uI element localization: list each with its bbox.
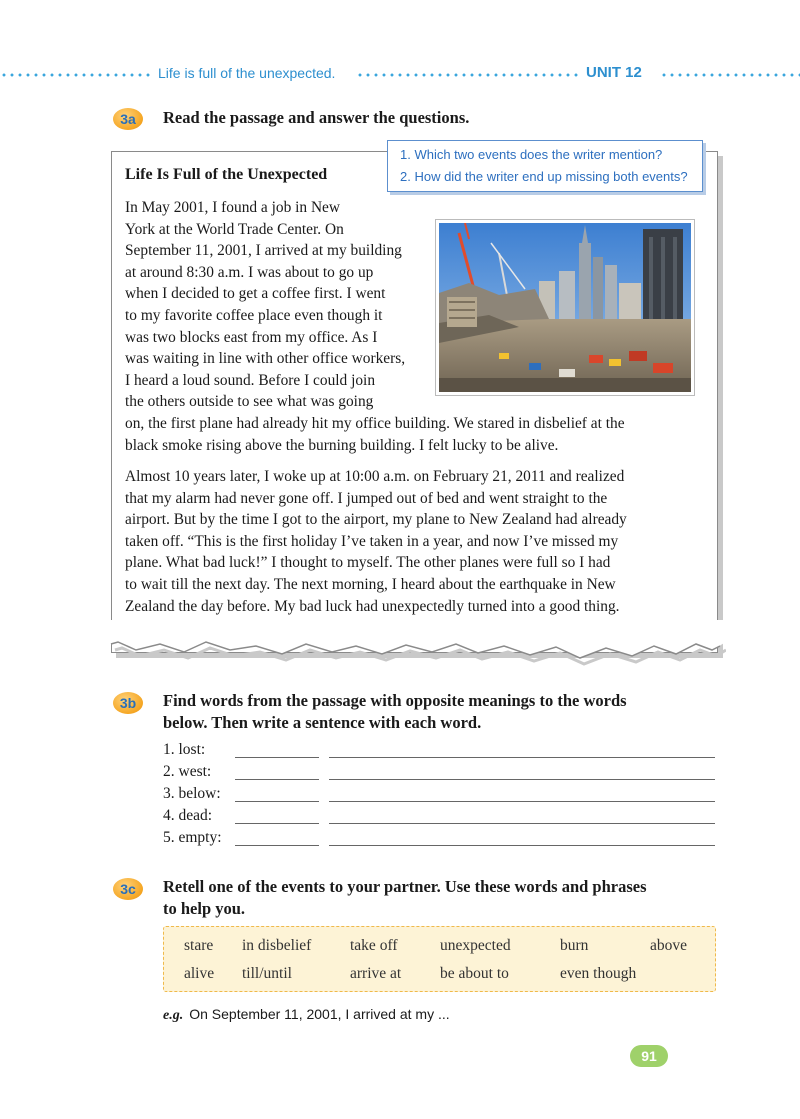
- answer-sentence-blank[interactable]: [329, 823, 715, 824]
- paragraph1-line: was two blocks east from my office. As I: [125, 328, 378, 346]
- example-sentence: [163, 1006, 450, 1024]
- paragraph1-line: black smoke rising above the burning building. I felt lucky to be alive.: [125, 436, 559, 454]
- header-dots-middle: [356, 73, 580, 77]
- exercise-row: [163, 807, 723, 829]
- paragraph1-line: York at the World Trade Center. On: [125, 220, 344, 238]
- word-bank-item: burn: [560, 937, 589, 954]
- answer-word-blank[interactable]: [235, 779, 319, 780]
- section-3c-instruction-line: Retell one of the events to your partner. Use these words and phrases: [163, 877, 647, 896]
- paragraph2-line: taken off. “This is the first holiday I’ve taken in a year, and now I’ve missed my: [125, 532, 619, 550]
- paragraph2-line: airport. But by the time I got to the airport, my plane to New Zealand had already: [125, 511, 627, 529]
- section-3c-badge: 3c: [113, 878, 143, 900]
- chapter-title: Life is full of the unexpected.: [158, 65, 336, 81]
- paragraph1-line: to my favorite coffee place even though it: [125, 307, 383, 324]
- paragraph1-line: In May 2001, I found a job in New: [125, 199, 341, 216]
- header-dots-left: [0, 73, 152, 77]
- paragraph1-line: at around 8:30 a.m. I was about to go up: [125, 263, 374, 281]
- unit-label: UNIT 12: [586, 64, 642, 81]
- word-bank-item: be about to: [440, 965, 509, 982]
- section-3b-instruction-line: Find words from the passage with opposite meanings to the words: [163, 691, 627, 710]
- section-3a-badge: 3a: [113, 108, 143, 130]
- world-trade-center-site-photo: [436, 220, 694, 395]
- question-1: 1. Which two events does the writer mention?: [400, 147, 663, 162]
- answer-sentence-blank[interactable]: [329, 779, 715, 780]
- answer-word-blank[interactable]: [235, 845, 319, 846]
- exercise-word: 4. dead:: [163, 807, 213, 824]
- paragraph1-line: on, the first plane had already hit my office building. We stared in disbelief at the: [125, 415, 625, 432]
- paragraph2-line: to wait till the next day. The next morning, I heard about the earthquake in New: [125, 576, 616, 593]
- paragraph2-line: Zealand the day before. My bad luck had unexpectedly turned into a good thing.: [125, 597, 620, 615]
- exercise-word: 1. lost:: [163, 741, 206, 758]
- word-bank-item: above: [650, 937, 688, 954]
- questions-box: [387, 140, 703, 192]
- answer-sentence-blank[interactable]: [329, 801, 715, 802]
- paragraph2-line: Almost 10 years later, I woke up at 10:00 a.m. on February 21, 2011 and realized: [125, 468, 625, 485]
- answer-word-blank[interactable]: [235, 757, 319, 758]
- answer-sentence-blank[interactable]: [329, 845, 715, 846]
- page-number: 91: [630, 1045, 668, 1067]
- word-bank-item: stare: [184, 937, 214, 954]
- exercise-row: [163, 785, 723, 807]
- word-bank-item: arrive at: [350, 965, 402, 982]
- paragraph1-line: was waiting in line with other office workers,: [125, 350, 406, 368]
- header-dots-right: [660, 73, 800, 77]
- example-label: e.g.: [163, 1008, 184, 1023]
- word-bank-item: alive: [184, 965, 215, 982]
- answer-sentence-blank[interactable]: [329, 757, 715, 758]
- word-bank-item: in disbelief: [242, 937, 312, 954]
- page-header: [0, 64, 800, 86]
- paragraph2-line: that my alarm had never gone off. I jumped out of bed and went straight to the: [125, 489, 608, 507]
- exercise-word: 2. west:: [163, 763, 212, 780]
- paragraph1-line: I heard a loud sound. Before I could join: [125, 371, 376, 389]
- exercise-word: 3. below:: [163, 785, 221, 802]
- paragraph2-line: plane. What bad luck!” I thought to myself. The other planes were full so I had: [125, 554, 611, 572]
- section-3b-instruction-line: below. Then write a sentence with each word.: [163, 713, 482, 732]
- exercise-word: 5. empty:: [163, 829, 222, 846]
- section-3c-instruction-line: to help you.: [163, 899, 246, 918]
- exercise-row: [163, 829, 723, 851]
- torn-paper-edge: [106, 620, 726, 668]
- paragraph1-line: when I decided to get a coffee first. I went: [125, 285, 386, 303]
- word-bank-item: unexpected: [440, 937, 511, 954]
- word-bank-box: [163, 926, 716, 992]
- example-text: On September 11, 2001, I arrived at my ...: [189, 1006, 450, 1022]
- paragraph1-line: the others outside to see what was going: [125, 393, 374, 411]
- word-bank-item: take off: [350, 937, 398, 954]
- exercise-row: [163, 763, 723, 785]
- question-2: 2. How did the writer end up missing both events?: [400, 169, 688, 184]
- section-3a-instruction: Read the passage and answer the questions.: [163, 108, 470, 127]
- paragraph1-line: September 11, 2001, I arrived at my building: [125, 242, 402, 260]
- answer-word-blank[interactable]: [235, 823, 319, 824]
- section-3b-badge: 3b: [113, 692, 143, 714]
- exercise-row: [163, 741, 723, 763]
- passage-title: Life Is Full of the Unexpected: [125, 166, 328, 183]
- word-bank-item: even though: [560, 965, 637, 982]
- word-bank-item: till/until: [242, 965, 292, 982]
- answer-word-blank[interactable]: [235, 801, 319, 802]
